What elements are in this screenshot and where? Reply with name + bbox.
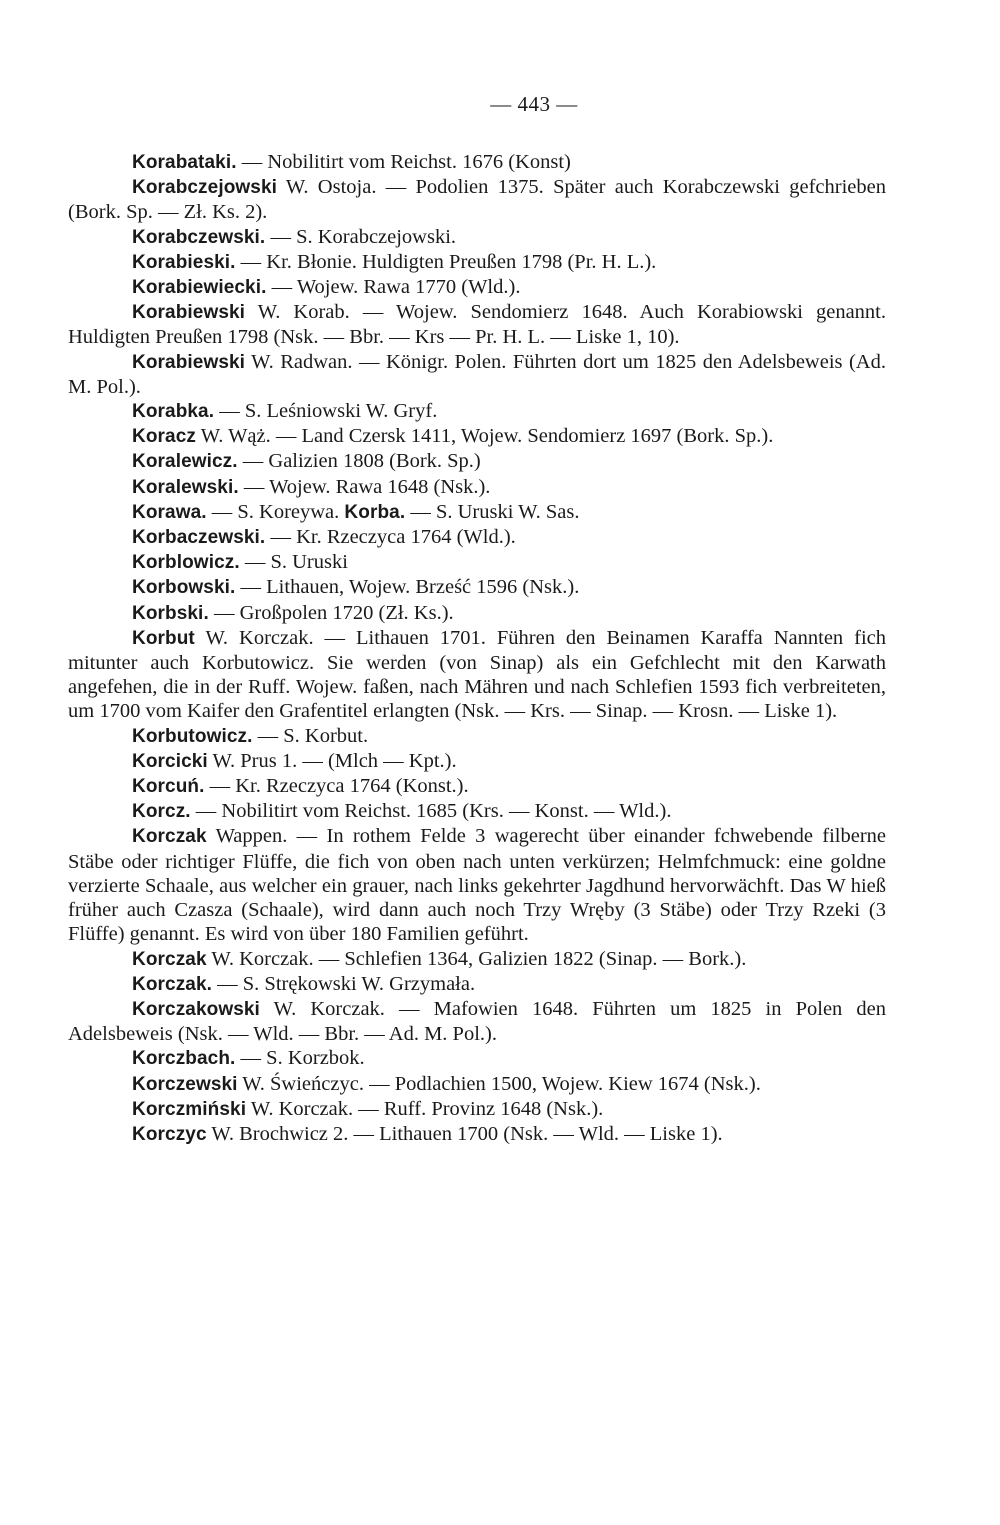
entry-headword: Korabiewiecki. bbox=[132, 277, 267, 299]
entry-text: W. Świeńczyc. — Podlachien 1500, Wojew. Kiew 1674 (Nsk.). bbox=[237, 1072, 761, 1095]
entry bbox=[68, 250, 886, 275]
entry bbox=[68, 1122, 886, 1147]
entry-headword: Korcz. bbox=[132, 801, 191, 823]
entry-headword: Korczyc bbox=[132, 1123, 207, 1145]
entry bbox=[68, 449, 886, 474]
entry-headword: Korczak. bbox=[132, 973, 213, 995]
entry bbox=[68, 500, 886, 525]
entry-text: W. Brochwicz 2. — Lithauen 1700 (Nsk. — Wld. — Liske 1). bbox=[206, 1122, 723, 1145]
entry-headword: Korabataki. bbox=[132, 152, 237, 173]
entry bbox=[68, 824, 886, 946]
entry bbox=[68, 626, 886, 724]
entry-text: — S. Uruski bbox=[239, 551, 348, 574]
entry-headword: Korbowski. bbox=[132, 577, 236, 599]
entry bbox=[68, 350, 886, 399]
entry-headword: Korbutowicz. bbox=[132, 725, 253, 747]
entry bbox=[68, 175, 886, 224]
entry-text: — S. Korbut. bbox=[252, 724, 369, 747]
entry-text: — Nobilitirt vom Reichst. 1676 (Konst) bbox=[236, 151, 571, 173]
entry-text: — Wojew. Rawa 1648 (Nsk.). bbox=[238, 475, 491, 498]
entry-headword: Korbski. bbox=[132, 602, 209, 624]
entry-headword: Korczakowski bbox=[132, 998, 260, 1020]
page bbox=[68, 92, 886, 1147]
entry bbox=[68, 275, 886, 300]
entry-text: — Großpolen 1720 (Zł. Ks.). bbox=[208, 601, 454, 624]
entries-list bbox=[68, 150, 886, 1147]
entry bbox=[68, 399, 886, 424]
entry-headword: Korcicki bbox=[132, 750, 208, 772]
entry-text: — Kr. Błonie. Huldigten Preußen 1798 (Pr. H. L.). bbox=[235, 250, 657, 273]
entry bbox=[68, 525, 886, 550]
entry-text: W. Wąż. — Land Czersk 1411, Wojew. Sendomierz 1697 (Bork. Sp.). bbox=[195, 425, 774, 448]
entry bbox=[68, 550, 886, 575]
entry-headword: Korabka. bbox=[132, 401, 215, 423]
entry-headword: Korabiewski bbox=[132, 302, 246, 324]
entry bbox=[68, 225, 886, 250]
entry bbox=[68, 1046, 886, 1071]
entry bbox=[68, 1097, 886, 1122]
entry-headword: Korabieski. bbox=[132, 251, 236, 273]
entry-text: W. Prus 1. — (Mlch — Kpt.). bbox=[207, 749, 457, 772]
entry-text: — Wojew. Rawa 1770 (Wld.). bbox=[266, 276, 521, 299]
entry-text: Wappen. — In rothem Felde 3 wagerecht über einander fchwebende filberne Stäbe oder richtiger Flüffe, die fich von oben nach unten verkürzen; Helmfchmuck: eine goldne verzierte Schaale, aus welcher ein grauer, nach links gekehrter Jagdhund hervorwächft. Das W hieß früher auch Czasza (Schaale), wird dann auch noch Trzy Wręby (3 Stäbe) oder Trzy Rzeki (3 Flüffe) genannt. Es wird von über 180 Familien geführt. bbox=[68, 825, 886, 946]
entry-headword: Korabczewski. bbox=[132, 226, 266, 248]
entry-headword: Korczmiński bbox=[132, 1098, 247, 1120]
entry-text: W. Korczak. — Schlefien 1364, Galizien 1822 (Sinap. — Bork.). bbox=[206, 947, 747, 970]
entry-headword: Korbut bbox=[132, 627, 195, 649]
entry-text: — S. Korabczejowski. bbox=[265, 225, 457, 248]
entry-text: — Kr. Rzeczyca 1764 (Konst.). bbox=[204, 775, 469, 798]
entry-headword: Koracz bbox=[132, 426, 196, 448]
entry bbox=[68, 150, 886, 175]
entry bbox=[68, 601, 886, 626]
entry-headword: Korblowicz. bbox=[132, 552, 240, 574]
entry bbox=[68, 424, 886, 449]
entry bbox=[68, 774, 886, 799]
entry-text: W. Korczak. — Mafowien 1648. Führten um 1825 in Polen den Adelsbeweis (Nsk. — Wld. — Bbr. — Ad. M. Pol.). bbox=[68, 997, 886, 1046]
entry bbox=[68, 972, 886, 997]
entry-text: W. Korab. — Wojew. Sendomierz 1648. Auch Korabiowski genannt. Huldigten Preußen 1798 (Nsk. — Bbr. — Krs — Pr. H. L. — Liske 1, 10). bbox=[68, 301, 886, 349]
entry-headword: Korcuń. bbox=[132, 776, 205, 798]
entry bbox=[68, 947, 886, 972]
entry bbox=[68, 749, 886, 774]
entry-headword: Korczewski bbox=[132, 1073, 238, 1095]
entry bbox=[68, 575, 886, 600]
entry-text: — Kr. Rzeczyca 1764 (Wld.). bbox=[265, 526, 516, 549]
entry bbox=[68, 799, 886, 824]
entry-headword: Korczbach. bbox=[132, 1048, 236, 1070]
entry-text: W. Ostoja. — Podolien 1375. Später auch Korabczewski gefchrieben (Bork. Sp. — Zł. Ks. 2). bbox=[68, 176, 886, 224]
entry-text: — Galizien 1808 (Bork. Sp.) bbox=[237, 450, 481, 473]
entry-headword: Korba. bbox=[344, 501, 406, 523]
entry-text: W. Radwan. — Königr. Polen. Führten dort um 1825 den Adelsbeweis (Ad. M. Pol.). bbox=[68, 350, 886, 398]
entry-headword: Korczak bbox=[132, 826, 207, 848]
entry-text: W. Korczak. — Ruff. Provinz 1648 (Nsk.). bbox=[246, 1097, 604, 1120]
entry-text: — S. Uruski W. Sas. bbox=[405, 500, 580, 523]
entry bbox=[68, 475, 886, 500]
entry-text: — Lithauen, Wojew. Brześć 1596 (Nsk.). bbox=[235, 576, 580, 599]
entry-text: — S. Leśniowski W. Gryf. bbox=[214, 400, 438, 423]
entry bbox=[68, 997, 886, 1046]
entry-text: W. Korczak. — Lithauen 1701. Führen den Beinamen Karaffa Nannten fich mitunter auch Korbutowicz. Sie werden (von Sinap) als ein Gefchlecht mit den Karwath angefehen, die in der Ruff. Wojew. faßen, nach Mähren und nach Schlefien 1593 fich verbreiteten, um 1700 vom Kaifer den Grafentitel erlangten (Nsk. — Krs. — Sinap. — Krosn. — Liske 1). bbox=[68, 626, 886, 723]
entry-text: — S. Strękowski W. Grzymała. bbox=[212, 972, 476, 995]
entry-text: — S. Korzbok. bbox=[235, 1047, 365, 1070]
entry-headword: Korabiewski bbox=[132, 351, 246, 373]
entry bbox=[68, 724, 886, 749]
entry-headword: Korbaczewski. bbox=[132, 527, 266, 549]
entry-headword: Korawa. bbox=[132, 501, 207, 523]
page-number: — 443 — bbox=[490, 92, 578, 116]
entry-text: — Nobilitirt vom Reichst. 1685 (Krs. — Konst. — Wld.). bbox=[190, 800, 672, 823]
entry-headword: Korczak bbox=[132, 948, 207, 970]
entry-text: — S. Koreywa. bbox=[206, 500, 345, 523]
entry-headword: Koralewski. bbox=[132, 476, 239, 498]
entry-headword: Korabczejowski bbox=[132, 177, 278, 199]
entry bbox=[68, 1072, 886, 1097]
entry bbox=[68, 300, 886, 349]
entry-headword: Koralewicz. bbox=[132, 451, 238, 473]
